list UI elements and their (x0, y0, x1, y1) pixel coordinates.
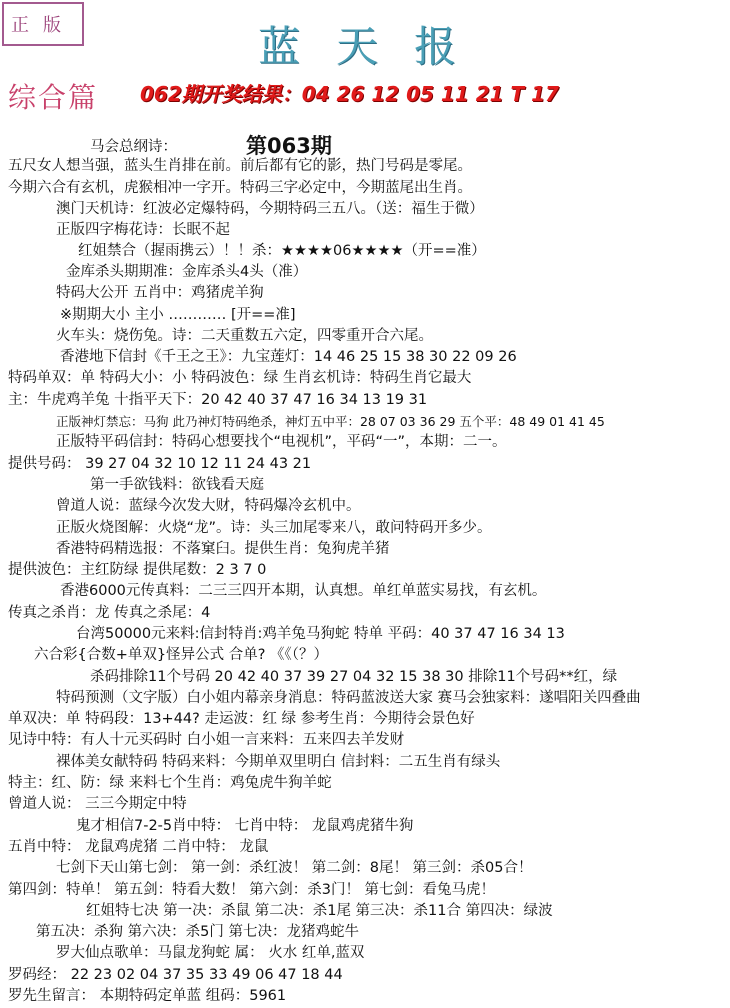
text-line: 正版四字梅花诗：长眠不起 (56, 222, 230, 238)
text-line: 特码单双：单 特码大小：小 特码波色：绿 生肖玄机诗：特码生肖它最大 (8, 370, 472, 386)
text-line: 红姐特七决 第一决：杀鼠 第二决：杀1尾 第三决：杀11合 第四决：绿波 (86, 903, 553, 919)
text-line: 七剑下天山第七剑： 第一剑：杀红波！ 第二剑：8尾！ 第三剑：杀05合！ (56, 860, 533, 876)
text-line: 五肖中特： 龙鼠鸡虎猪 二肖中特： 龙鼠 (8, 839, 269, 855)
text-line: 正版特平码信封：特码心想要找个“电视机”，平码“一”，本期：二一。 (56, 434, 507, 450)
draw-result: 062期开奖结果：04 26 12 05 11 21 T 17 (140, 82, 559, 106)
text-line: 罗码经： 22 23 02 04 37 35 33 49 06 47 18 44 (8, 967, 343, 983)
text-line: 五尺女人想当强，蓝头生肖排在前。前后都有它的影，热门号码是零尾。 (8, 158, 472, 174)
text-line: 特码预测（文字版）白小姐内幕亲身消息：特码蓝波送大家 赛马会独家料：遂唱阳关四叠曲 (56, 690, 641, 706)
text-line: 提供号码： 39 27 04 32 10 12 11 24 43 21 (8, 456, 312, 472)
section-title: 综合篇 (8, 81, 99, 114)
text-line: 单双决：单 特码段：13+44? 走运波：红 绿 参考生肖：今期待会景色好 (8, 711, 475, 727)
text-line: 马会总纲诗： (90, 139, 177, 155)
text-line: 见诗中特：有人十元买码时 白小姐一言来料：五来四去羊发财 (8, 732, 405, 748)
text-line: 传真之杀肖：龙 传真之杀尾：4 (8, 605, 211, 621)
text-line: 台湾50000元来料:信封特肖:鸡羊兔马狗蛇 特单 平码：40 37 47 16 34 13 (76, 626, 565, 642)
issue-number: 第063期 (246, 134, 332, 158)
text-line: 杀码排除11个号码 20 42 40 37 39 27 04 32 15 38 30 排除11个号码**红，绿 (90, 669, 618, 685)
text-line: 罗先生留言： 本期特码定单蓝 组码：5961 (8, 988, 287, 1004)
text-line: 正版神灯禁忘：马狗 此乃神灯特码绝杀，神灯五中平：28 07 03 36 29 五个平：48 49 01 41 45 (56, 414, 605, 429)
text-line: 特主：红、防：绿 来料七个生肖：鸡兔虎牛狗羊蛇 (8, 775, 332, 791)
text-line: 曾道人说：蓝绿今次发大财，特码爆冷玄机中。 (56, 498, 361, 514)
text-line: 曾道人说： 三三今期定中特 (8, 796, 187, 812)
text-line: 香港特码精选报：不落窠臼。提供生肖：兔狗虎羊猪 (56, 541, 390, 557)
text-line: 第四剑：特单！ 第五剑：特看大数！ 第六剑：杀3门！ 第七剑：看兔马虎！ (8, 882, 496, 898)
text-line: 正版火烧图解：火烧“龙”。诗：头三加尾零来八，敢问特码开多少。 (56, 520, 492, 536)
text-line: 主：牛虎鸡羊兔 十指平天下：20 42 40 37 47 16 34 13 19 31 (8, 392, 428, 408)
text-line: 第一手欲钱料：欲钱看天庭 (90, 477, 264, 493)
text-line: 香港地下信封《千王之王》：九宝莲灯：14 46 25 15 38 30 22 09 26 (60, 349, 517, 365)
text-line: 今期六合有玄机，虎猴相冲一字开。特码三字必定中，今期蓝尾出生肖。 (8, 180, 472, 196)
text-line: 裸体美女献特码 特码来料：今期单双里明白 信封料：二五生肖有绿头 (56, 754, 501, 770)
text-line: 第五决：杀狗 第六决：杀5门 第七决：龙猪鸡蛇牛 (36, 924, 359, 940)
text-line: 香港6000元传真料：二三三四开本期，认真想。单红单蓝实易找，有玄机。 (60, 583, 547, 599)
text-line: 澳门天机诗：红波必定爆特码，今期特码三五八。（送：福生于微） (56, 201, 484, 217)
text-line: 火车头：烧伤兔。诗：二天重数五六定，四零重开合六尾。 (56, 328, 433, 344)
text-line: 六合彩{合数+单双}怪异公式 合单? 《《（？） (34, 647, 329, 663)
text-line: 罗大仙点歌单：马鼠龙狗蛇 属： 火水 红单,蓝双 (56, 945, 365, 961)
text-line: 红姐禁合（握雨携云）！！杀：★★★★06★★★★（开==准） (78, 243, 486, 259)
masthead-title: 蓝天报 (257, 22, 492, 71)
text-line: 鬼才相信7-2-5肖中特： 七肖中特： 龙鼠鸡虎猪牛狗 (76, 818, 414, 834)
text-line: ※期期大小 主小 ………… [开==准] (60, 307, 296, 323)
text-line: 提供波色：主红防绿 提供尾数：2 3 7 0 (8, 562, 267, 578)
text-line: 特码大公开 五肖中：鸡猪虎羊狗 (56, 285, 264, 301)
text-line: 金库杀头期期准：金库杀头4头（准） (66, 264, 308, 280)
authentic-badge: 正版 (2, 2, 84, 46)
